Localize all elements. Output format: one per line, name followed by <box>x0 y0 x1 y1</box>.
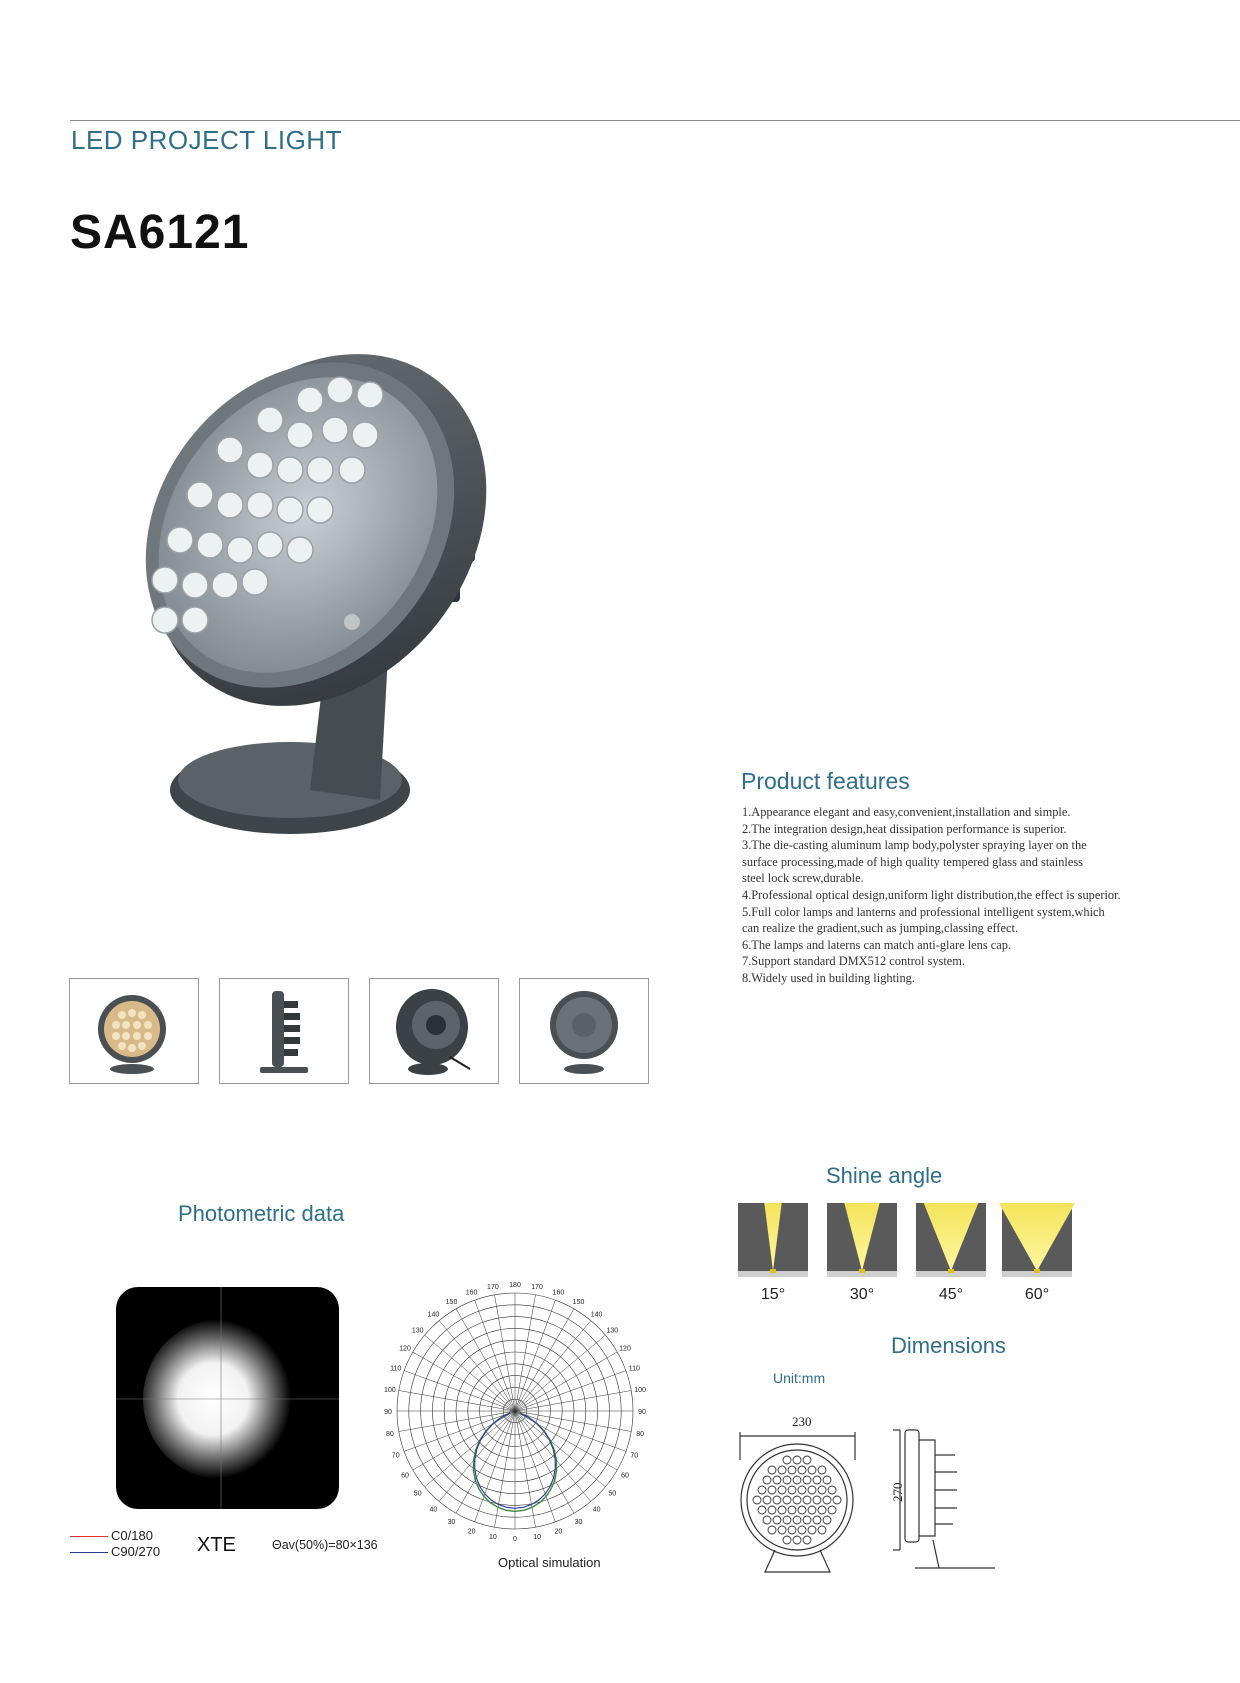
led-circle <box>778 1486 786 1494</box>
photometric-title: Photometric data <box>178 1201 345 1226</box>
polar-angle-label: 170 <box>487 1283 499 1291</box>
light-spot-image <box>116 1287 339 1509</box>
thumbnail-rear[interactable] <box>519 978 649 1084</box>
led-circle <box>818 1526 826 1534</box>
led-circle <box>773 1496 781 1504</box>
category-title: LED PROJECT LIGHT <box>71 125 342 155</box>
led-circle <box>758 1486 766 1494</box>
beam-angle-label: 60° <box>1024 1286 1050 1303</box>
led-circle <box>803 1496 811 1504</box>
led-circle <box>763 1516 771 1524</box>
polar-angle-label: 120 <box>399 1345 411 1353</box>
led-circle <box>778 1526 786 1534</box>
led-circle <box>773 1516 781 1524</box>
polar-angle-label: 100 <box>634 1386 646 1394</box>
beam-angle-label: 30° <box>849 1286 875 1303</box>
polar-angle-label: 160 <box>465 1289 478 1297</box>
led-circle <box>813 1476 821 1484</box>
led-circle <box>793 1456 801 1464</box>
led-circle <box>793 1516 801 1524</box>
features-list <box>742 804 1202 987</box>
led-circle <box>768 1466 776 1474</box>
led-circle <box>763 1476 771 1484</box>
polar-angle-label: 40 <box>592 1506 601 1514</box>
polar-angle-label: 160 <box>552 1289 565 1297</box>
led-circle <box>793 1476 801 1484</box>
legend-label-c90: C90/270 <box>111 1544 161 1559</box>
led-circle <box>803 1456 811 1464</box>
beam-angle-45 <box>916 1203 986 1277</box>
polar-angle-label: 50 <box>608 1490 617 1498</box>
polar-angle-label: 130 <box>411 1327 424 1335</box>
led-circle <box>788 1466 796 1474</box>
led-circle <box>803 1536 811 1544</box>
polar-angle-label: 100 <box>384 1386 396 1394</box>
feature-item: 3.The die-casting aluminum lamp body,polyster spraying layer on the <box>742 838 1087 853</box>
polar-angle-label: 30 <box>447 1519 456 1526</box>
led-circle <box>798 1526 806 1534</box>
product-hero-image <box>80 320 510 880</box>
feature-item: 8.Widely used in building lighting. <box>742 970 915 985</box>
polar-angle-label: 180 <box>509 1282 521 1289</box>
feature-item: 4.Professional optical design,uniform light distribution,the effect is superior. <box>742 887 1121 902</box>
led-circle <box>798 1486 806 1494</box>
shine-angle-title: Shine angle <box>826 1163 943 1188</box>
polar-angle-label: 0 <box>513 1536 517 1543</box>
polar-angle-label: 10 <box>489 1534 497 1542</box>
lens-type: XTE <box>197 1534 236 1556</box>
polar-angle-label: 40 <box>429 1506 438 1514</box>
beam-angle-label: 15° <box>760 1286 786 1303</box>
legend-line-c0 <box>70 1536 108 1537</box>
led-circle <box>803 1476 811 1484</box>
led-circle <box>758 1506 766 1514</box>
dimensions-title: Dimensions <box>891 1333 1006 1358</box>
optical-simulation-caption: Optical simulation <box>498 1555 601 1570</box>
unit-label: Unit:mm <box>773 1370 826 1386</box>
led-circle <box>818 1486 826 1494</box>
led-circle <box>823 1496 831 1504</box>
legend-line-c90 <box>70 1552 108 1553</box>
led-circle <box>803 1516 811 1524</box>
led-circle <box>808 1526 816 1534</box>
led-circle <box>793 1536 801 1544</box>
led-circle <box>823 1476 831 1484</box>
polar-angle-label: 150 <box>572 1299 585 1306</box>
feature-item: steel lock screw,durable. <box>742 871 864 886</box>
polar-angle-label: 70 <box>630 1452 639 1460</box>
led-circle <box>768 1526 776 1534</box>
polar-angle-label: 110 <box>390 1365 402 1373</box>
led-circle <box>783 1476 791 1484</box>
led-circle <box>813 1516 821 1524</box>
polar-angle-label: 120 <box>619 1345 631 1353</box>
beam-angle-30 <box>827 1203 897 1277</box>
led-circle <box>788 1486 796 1494</box>
beam-angle-label: 45° <box>938 1286 964 1303</box>
polar-angle-label: 70 <box>391 1452 400 1460</box>
rear-view-icon <box>520 979 648 1083</box>
led-circle <box>808 1506 816 1514</box>
led-circle <box>833 1496 841 1504</box>
polar-angle-label: 110 <box>628 1365 640 1373</box>
feature-item: 2.The integration design,heat dissipation performance is superior. <box>742 821 1067 836</box>
polar-angle-label: 10 <box>533 1534 541 1542</box>
polar-angle-label: 20 <box>467 1528 476 1536</box>
legend-label-c0: C0/180 <box>111 1528 153 1543</box>
beam-angle-text: Θav(50%)=80×136 <box>272 1538 378 1552</box>
dimension-height: 270 <box>890 1482 905 1502</box>
polar-angle-label: 170 <box>531 1283 543 1291</box>
led-circle <box>768 1486 776 1494</box>
thumbnail-back[interactable] <box>369 978 499 1084</box>
front-view-icon <box>70 979 198 1083</box>
led-circle <box>808 1486 816 1494</box>
feature-item: surface processing,made of high quality tempered glass and stainless <box>742 854 1083 869</box>
feature-item: can realize the gradient,such as jumping,classing effect. <box>742 921 1019 936</box>
dimension-drawing <box>735 1420 1005 1580</box>
polar-angle-label: 30 <box>574 1519 583 1526</box>
polar-angle-label: 150 <box>445 1299 458 1306</box>
led-circle <box>793 1496 801 1504</box>
polar-angle-label: 60 <box>621 1472 629 1480</box>
led-circle <box>763 1496 771 1504</box>
led-circle <box>768 1506 776 1514</box>
polar-angle-label: 140 <box>590 1311 603 1319</box>
led-circle <box>753 1496 761 1504</box>
led-circle <box>788 1506 796 1514</box>
led-circle <box>773 1476 781 1484</box>
led-circle <box>828 1486 836 1494</box>
polar-angle-label: 90 <box>384 1409 392 1416</box>
model-number: SA6121 <box>70 206 250 259</box>
thumbnail-side[interactable] <box>219 978 349 1084</box>
polar-angle-label: 80 <box>636 1431 644 1439</box>
polar-angle-label: 60 <box>401 1472 409 1480</box>
led-circle <box>813 1496 821 1504</box>
thumbnail-front[interactable] <box>69 978 199 1084</box>
features-title: Product features <box>741 768 910 794</box>
led-circle <box>818 1466 826 1474</box>
led-circle <box>828 1506 836 1514</box>
back-view-icon <box>370 979 498 1083</box>
led-circle <box>808 1466 816 1474</box>
led-circle <box>783 1496 791 1504</box>
beam-angle-60 <box>1002 1203 1072 1277</box>
feature-item: 5.Full color lamps and lanterns and professional intelligent system,which <box>742 904 1105 919</box>
led-circle <box>783 1516 791 1524</box>
feature-item: 7.Support standard DMX512 control system. <box>742 954 966 969</box>
polar-angle-label: 50 <box>413 1490 422 1498</box>
led-circle <box>798 1466 806 1474</box>
feature-item: 1.Appearance elegant and easy,convenient,installation and simple. <box>742 805 1071 819</box>
header-rule <box>70 120 1240 121</box>
led-circle <box>778 1506 786 1514</box>
led-circle <box>783 1456 791 1464</box>
dimension-width: 230 <box>792 1414 812 1429</box>
polar-angle-label: 80 <box>386 1431 394 1439</box>
polar-angle-label: 20 <box>554 1528 563 1536</box>
led-circle <box>818 1506 826 1514</box>
led-circle <box>823 1516 831 1524</box>
side-view-icon <box>220 979 348 1083</box>
feature-item: 6.The lamps and laterns can match anti-glare lens cap. <box>742 937 1012 952</box>
led-circle <box>798 1506 806 1514</box>
polar-diagram <box>380 1282 650 1543</box>
polar-angle-label: 130 <box>606 1327 619 1335</box>
led-circle <box>783 1536 791 1544</box>
polar-angle-label: 90 <box>638 1409 646 1416</box>
led-circle <box>778 1466 786 1474</box>
led-circle <box>788 1526 796 1534</box>
polar-angle-label: 140 <box>427 1311 440 1319</box>
beam-angle-15 <box>738 1203 808 1277</box>
